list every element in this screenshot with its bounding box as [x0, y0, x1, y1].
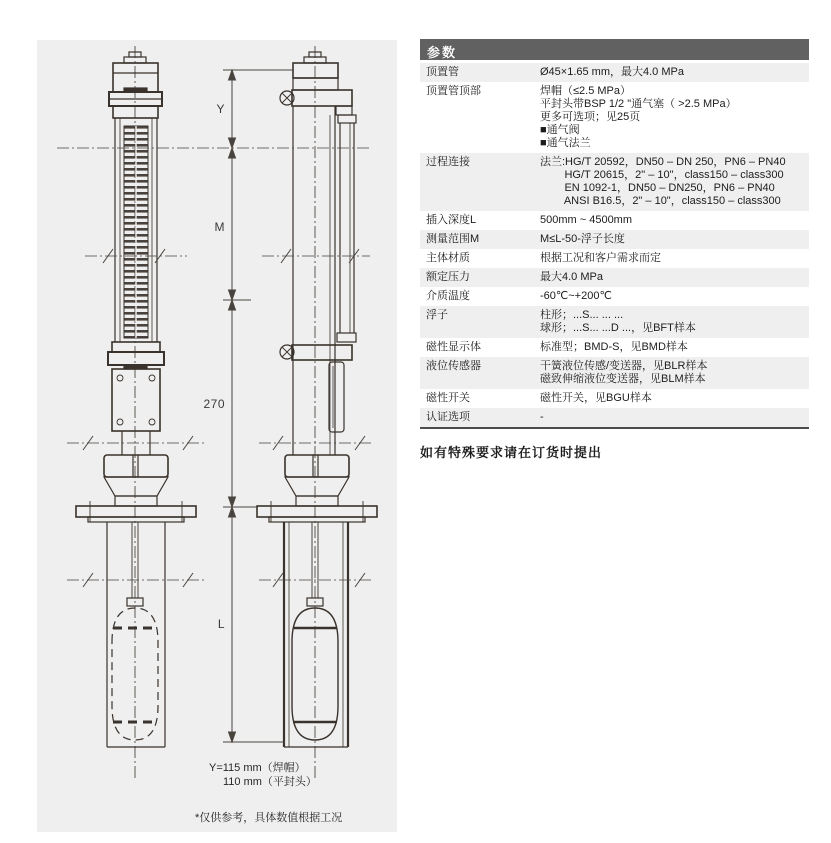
param-value-line: 焊帽（≤2.5 MPa）: [540, 85, 632, 97]
param-label: 磁性显示体: [426, 341, 481, 353]
y-dimension-note-line1: Y=115 mm（焊帽）: [209, 762, 306, 774]
reference-footnote: *仅供参考，具体数值根据工况: [195, 812, 343, 824]
param-value-line: ANSI B16.5，2" – 10"，class150 – class300: [540, 195, 781, 207]
param-label: 浮子: [426, 309, 448, 321]
param-value: [540, 66, 809, 79]
break-lines: [57, 148, 373, 587]
dim-label-m: M: [214, 220, 225, 234]
param-label: 介质温度: [426, 290, 470, 302]
param-value: [540, 233, 809, 246]
param-value: [540, 85, 809, 150]
dim-label-y: Y: [216, 102, 225, 116]
param-label: 认证选项: [426, 411, 470, 423]
table-row: [420, 82, 809, 153]
param-value-line: 柱形；...S... ... ...: [540, 309, 624, 321]
param-value-line: 标准型；BMD-S，见BMD样本: [540, 341, 688, 353]
param-value-line: 干簧液位传感/变送器，见BLR样本: [540, 360, 708, 372]
side-view: [257, 46, 377, 780]
param-label: 磁性开关: [426, 392, 470, 404]
dim-label-270: 270: [203, 397, 225, 411]
param-label: 测量范围M: [426, 233, 480, 245]
param-value-line: 根据工况和客户需求而定: [540, 252, 661, 264]
param-label: 额定压力: [426, 271, 470, 283]
param-label: 顶置管顶部: [426, 85, 481, 97]
table-row: [420, 287, 809, 306]
table-row: [420, 306, 809, 338]
param-value: [540, 290, 809, 303]
table-row: [420, 357, 809, 389]
table-row: [420, 249, 809, 268]
sensor-housing: [329, 362, 344, 432]
param-value-line: 最大4.0 MPa: [540, 271, 603, 283]
param-value: [540, 341, 809, 354]
param-value-line: Ø45×1.65 mm，最大4.0 MPa: [540, 66, 684, 78]
param-value: [540, 271, 809, 284]
parameter-section: [420, 39, 809, 461]
table-header: 参数: [420, 39, 809, 60]
param-value: [540, 156, 809, 208]
param-value: [540, 214, 809, 227]
param-value-line: 500mm ~ 4500mm: [540, 214, 633, 226]
param-value-line: 法兰:HG/T 20592，DN50 – DN 250，PN6 – PN40: [540, 156, 786, 168]
table-row: [420, 230, 809, 249]
param-label: 插入深度L: [426, 214, 477, 226]
param-value: [540, 392, 809, 405]
param-value-line: 磁致伸缩液位变送器，见BLM样本: [540, 373, 706, 385]
table-row: [420, 63, 809, 82]
table-row: [420, 268, 809, 287]
y-dimension-note-line2: 110 mm（平封头）: [223, 776, 317, 788]
param-value-line: ■通气阀: [540, 124, 580, 136]
special-request-note: 如有特殊要求请在订货时提出: [420, 445, 603, 460]
param-label: 顶置管: [426, 66, 459, 78]
front-view: [76, 46, 196, 780]
param-label: 过程连接: [426, 156, 470, 168]
param-value-line: -: [540, 411, 544, 423]
param-value-line: 更多可选项；见25页: [540, 111, 641, 123]
param-table: [420, 63, 809, 429]
param-value: [540, 252, 809, 265]
param-value-line: 磁性开关，见BGU样本: [540, 392, 652, 404]
param-value-line: M≤L-50-浮子长度: [540, 233, 625, 245]
param-value-line: HG/T 20615，2" – 10"，class150 – class300: [540, 169, 784, 181]
table-row: [420, 389, 809, 408]
param-value-line: ■通气法兰: [540, 137, 591, 149]
param-value-line: EN 1092-1，DN50 – DN250，PN6 – PN40: [540, 182, 775, 194]
dim-label-l: L: [217, 617, 225, 631]
table-row: [420, 211, 809, 230]
param-value-line: -60℃~+200℃: [540, 290, 612, 302]
param-value: [540, 360, 809, 386]
table-row: [420, 153, 809, 211]
table-row: [420, 408, 809, 427]
param-value-line: 球形；...S... ...D ...，见BFT样本: [540, 322, 696, 334]
param-value: [540, 309, 809, 335]
param-value: [540, 411, 809, 424]
param-label: 主体材质: [426, 252, 470, 264]
drawing-panel: [37, 40, 397, 832]
param-label: 液位传感器: [426, 360, 481, 372]
technical-drawing: [37, 40, 397, 832]
param-value-line: 平封头带BSP 1/2 "通气塞（ >2.5 MPa）: [540, 98, 737, 110]
table-row: [420, 338, 809, 357]
